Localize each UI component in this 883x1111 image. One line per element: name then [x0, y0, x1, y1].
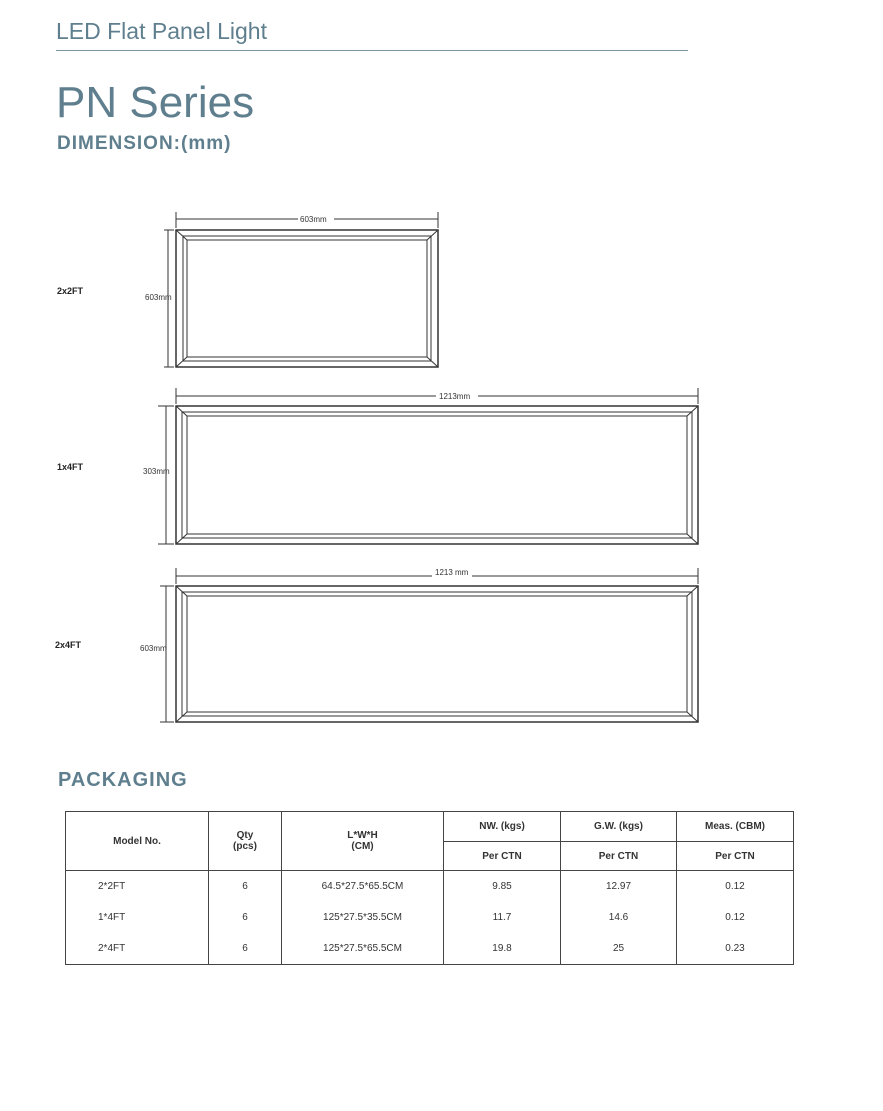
cell-model: 1*4FT — [66, 902, 209, 933]
header-qty: Qty (pcs) — [209, 812, 282, 871]
cell-model: 2*2FT — [66, 871, 209, 903]
header-meas: Meas. (CBM) — [677, 812, 794, 842]
subheader-gw-per-ctn: Per CTN — [561, 842, 677, 871]
cell-meas: 0.12 — [677, 902, 794, 933]
width-label-2x2ft: 603mm — [300, 215, 327, 224]
cell-lwh: 125*27.5*65.5CM — [282, 933, 444, 965]
cell-lwh: 125*27.5*35.5CM — [282, 902, 444, 933]
table-row — [66, 871, 794, 903]
header-gw: G.W. (kgs) — [561, 812, 677, 842]
drawing-label-2x4ft: 2x4FT — [55, 640, 82, 650]
cell-lwh: 64.5*27.5*65.5CM — [282, 871, 444, 903]
drawing-label-1x4ft: 1x4FT — [57, 462, 84, 472]
cell-nw: 11.7 — [444, 902, 561, 933]
cell-nw: 9.85 — [444, 871, 561, 903]
height-label-2x4ft: 603mm — [140, 644, 167, 653]
dimension-title: DIMENSION:(mm) — [57, 133, 232, 154]
cell-meas: 0.12 — [677, 871, 794, 903]
height-label-1x4ft: 303mm — [143, 467, 170, 476]
cell-qty: 6 — [209, 902, 282, 933]
height-label-2x2ft: 603mm — [145, 293, 172, 302]
width-label-2x4ft: 1213 mm — [435, 568, 469, 577]
drawing-label-2x2ft: 2x2FT — [57, 286, 84, 296]
cell-gw: 14.6 — [561, 902, 677, 933]
cell-gw: 12.97 — [561, 871, 677, 903]
cell-model: 2*4FT — [66, 933, 209, 965]
cell-qty: 6 — [209, 871, 282, 903]
panel-drawing-2x2ft — [164, 212, 438, 367]
subheader-meas-per-ctn: Per CTN — [677, 842, 794, 871]
panel-drawing-1x4ft — [158, 388, 698, 544]
table-row — [66, 933, 794, 965]
cell-meas: 0.23 — [677, 933, 794, 965]
subheader-nw-per-ctn: Per CTN — [444, 842, 561, 871]
header-title: LED Flat Panel Light — [56, 18, 267, 44]
header-nw: NW. (kgs) — [444, 812, 561, 842]
packaging-table — [65, 811, 794, 965]
table-row — [66, 902, 794, 933]
cell-nw: 19.8 — [444, 933, 561, 965]
header-lwh: L*W*H (CM) — [282, 812, 444, 871]
series-title: PN Series — [56, 78, 255, 127]
header-model: Model No. — [66, 812, 209, 871]
cell-gw: 25 — [561, 933, 677, 965]
width-label-1x4ft: 1213mm — [439, 392, 471, 401]
cell-qty: 6 — [209, 933, 282, 965]
packaging-title: PACKAGING — [58, 769, 188, 791]
panel-drawing-2x4ft — [160, 568, 698, 722]
